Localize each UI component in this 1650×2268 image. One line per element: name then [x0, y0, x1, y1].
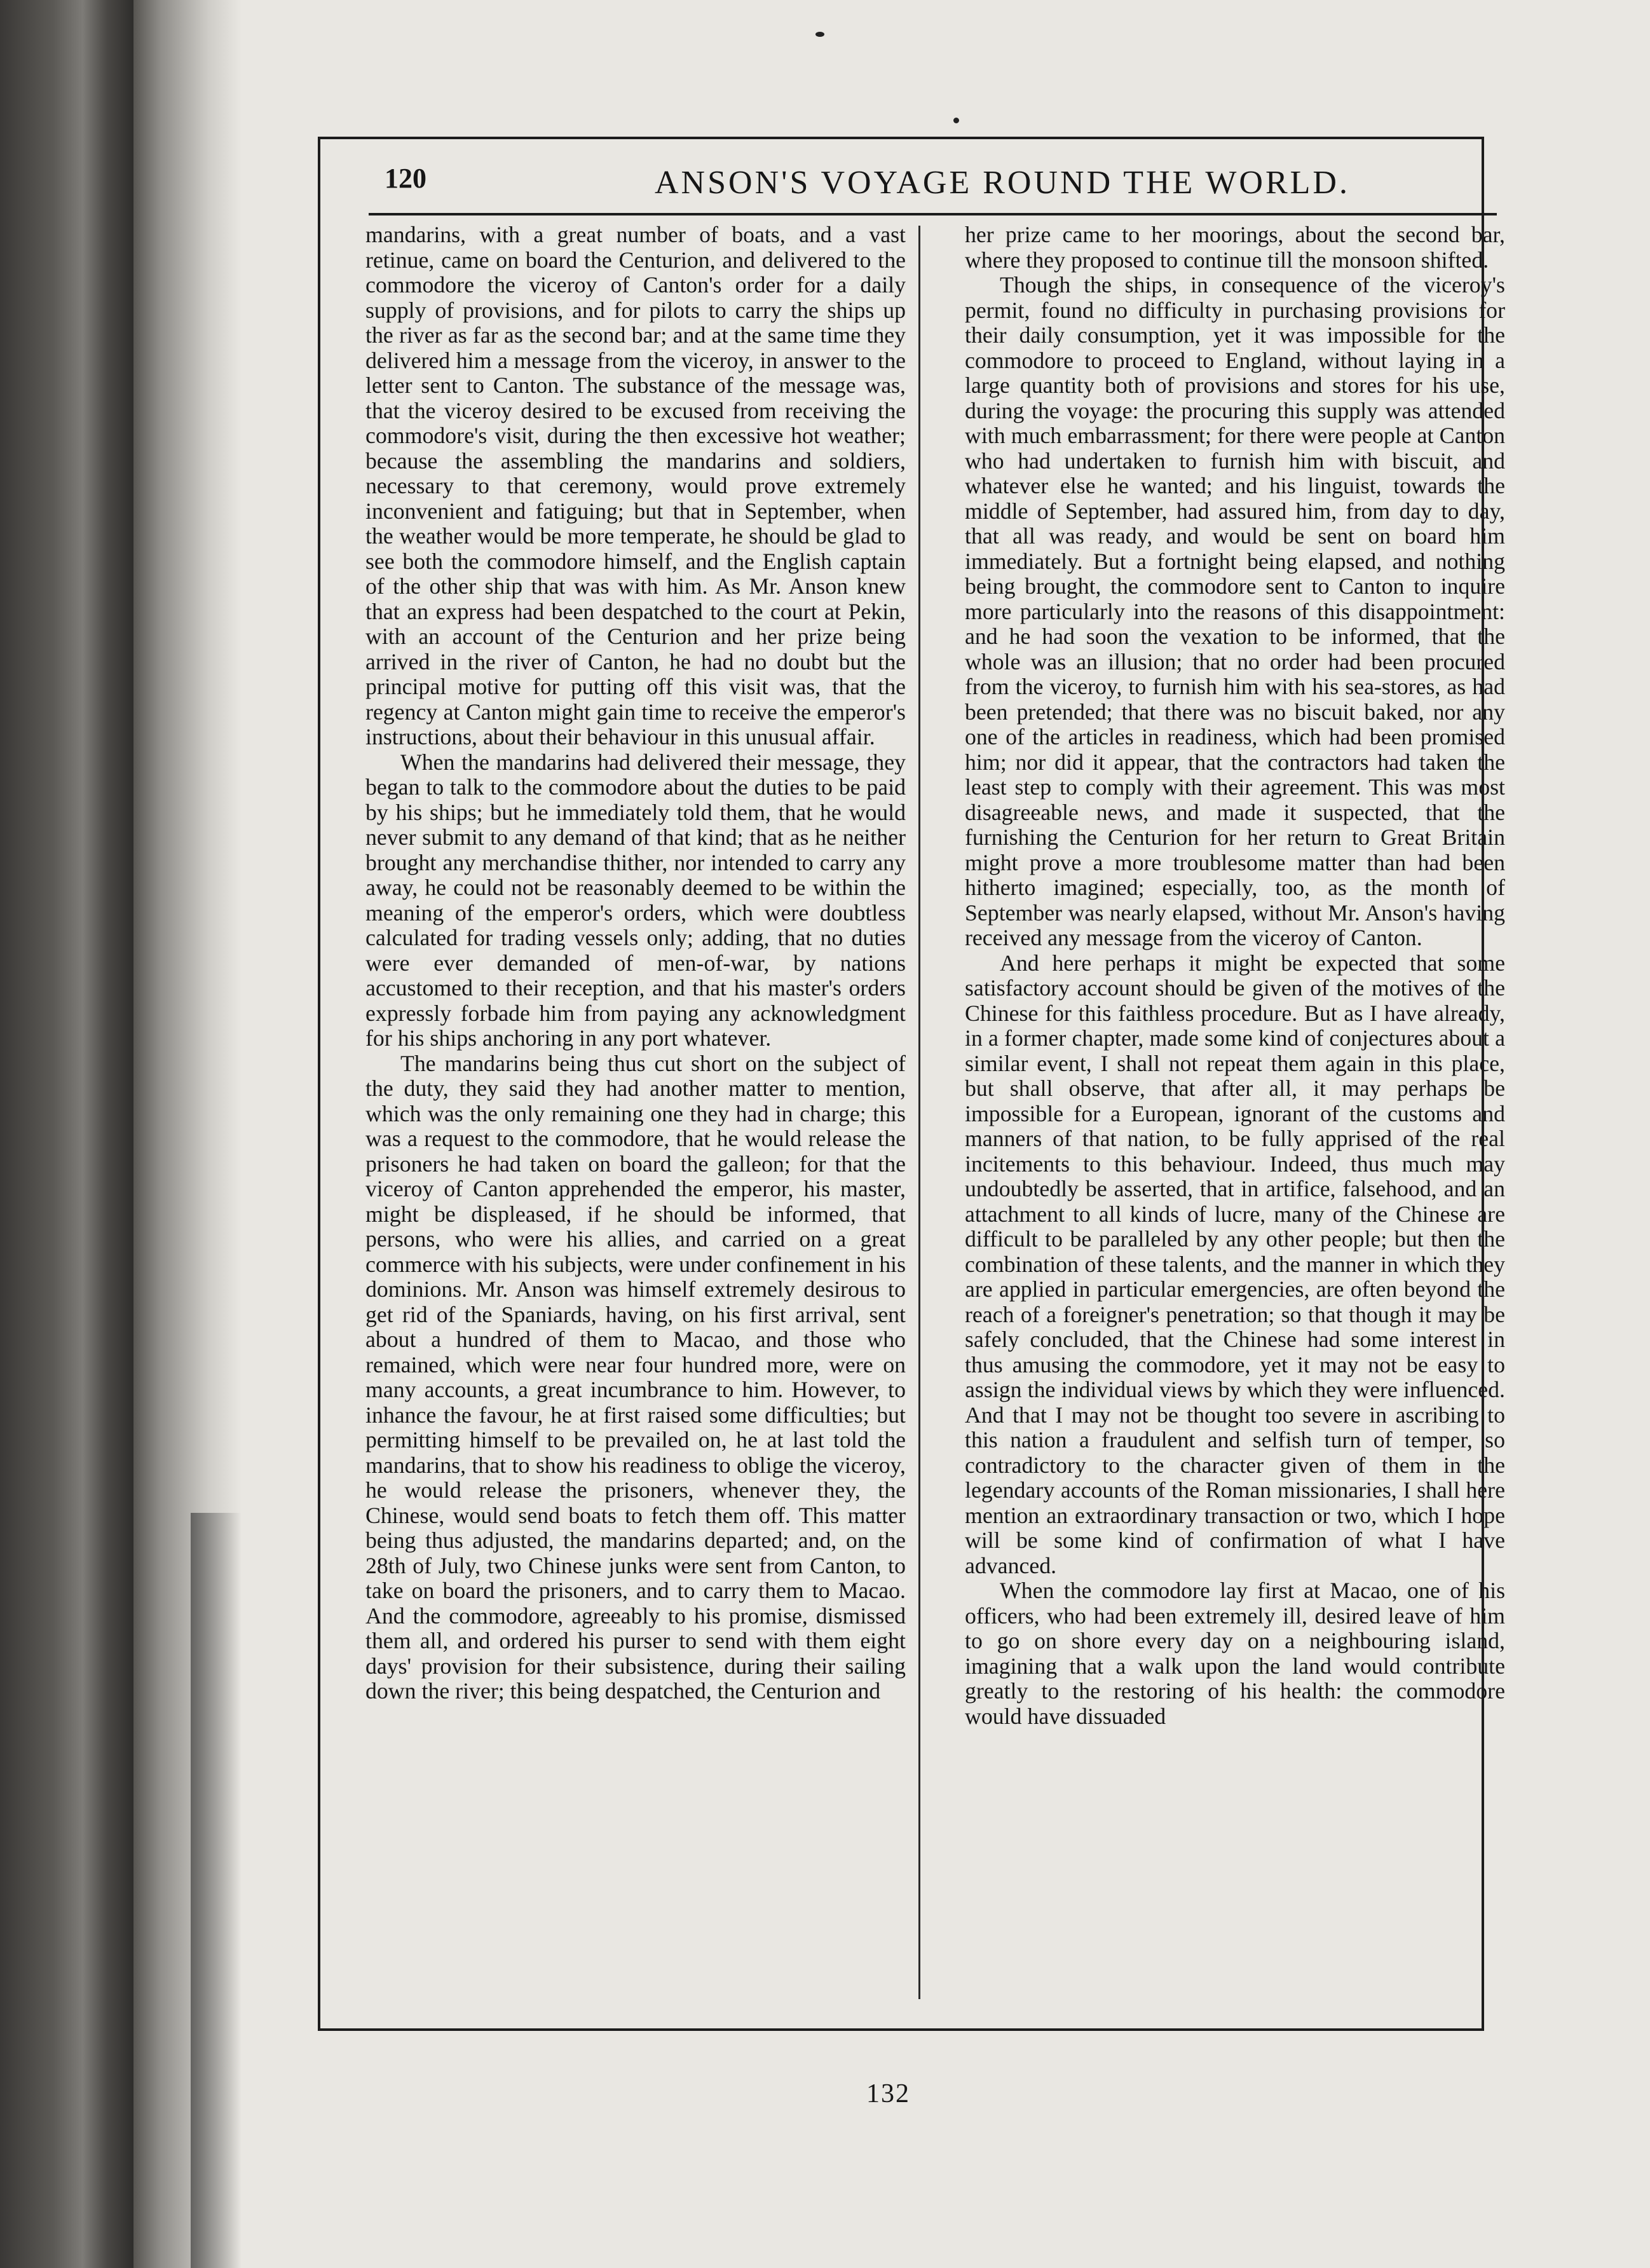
paragraph: The mandarins being thus cut short on the subject of the duty, they said they had another matter to mention, which was the only remaining one they had in charge; this was a request to the commodore, that he would release the prisoners he had taken on board the galleon; for that the viceroy of Canton apprehended the emperor, his master, might be displeased, if he should be informed, that persons, who were his allies, and carried on a great commerce with his subjects, were under confinement in his dominions. Mr. Anson was himself extremely desirous to get rid of the Spaniards, having, on his first arrival, sent about a hundred of them to Macao, and those who remained, which were near four hundred more, were on many accounts, a great incumbrance to him. However, to inhance the favour, he at first raised some difficulties; but permitting himself to be prevailed on, he at last told the mandarins, that to show his readiness to oblige the viceroy, he would release the prisoners, whenever they, the Chinese, would send boats to fetch them off. This matter being thus adjusted, the mandarins departed; and, on the 28th of July, two Chinese junks were sent from Canton, to take on board the prisoners, and to carry them to Macao. And the commodore, agreeably to his promise, dismissed them all, and ordered his purser to send with them eight days' provision for their subsistence, during their sailing down the river; this being despatched, the Centurion and [365, 1050, 906, 1704]
paragraph: mandarins, with a great number of boats, and a vast retinue, came on board the Centurion, and delivered to the commodore the viceroy of Canton's order for a daily supply of provisions, and for pilots to carry the ships up the river as far as the second bar; and at the same time they delivered him a message from the viceroy, in answer to the letter sent to Canton. The substance of the message was, that the viceroy desired to be excused from receiving the commodore's visit, during the then excessive hot weather; because the assembling the mandarins and soldiers, necessary to that ceremony, would prove extremely inconvenient and fatiguing; but that in September, when the weather would be more temperate, he should be glad to see both the commodore himself, and the English captain of the other ship that was with him. As Mr. Anson knew that an express had been despatched to the court at Pekin, with an account of the Centurion and her prize being arrived in the river of Canton, he had no doubt but the principal motive for putting off this visit was, that the regency at Canton might gain time to receive the emperor's instructions, about their behaviour in this unusual affair. [365, 222, 906, 749]
book-binding [0, 0, 133, 2268]
paragraph: her prize came to her moorings, about the second bar, where they proposed to continue till the monsoon shifted. [965, 222, 1505, 273]
ink-speck [953, 118, 959, 123]
right-column [965, 222, 1505, 2002]
paragraph: And here perhaps it might be expected that some satisfactory account should be given of the motives of the Chinese for this faithless procedure. But as I have already, in a former chapter, made some kind of conjectures about a similar event, I shall not repeat them again in this place, but shall observe, that after all, it may perhaps be impossible for a European, ignorant of the customs and manners of that nation, to be fully apprised of the real incitements to this behaviour. Indeed, thus much may undoubtedly be asserted, that in artifice, falsehood, and an attachment to all kinds of lucre, many of the Chinese are difficult to be paralleled by any other people; but then the combination of these talents, and the manner in which they are applied in particular emergencies, are often beyond the reach of a foreigner's penetration; so that though it may be safely concluded, that the Chinese had some interest in thus amusing the commodore, yet it may not be easy to assign the individual views by which they were influenced. And that I may not be thought too severe in ascribing to this nation a fraudulent and selfish turn of temper, so contradictory to the character given of them in the legendary accounts of the Roman missionaries, I shall here mention an extraordinary transaction or two, which I hope will be some kind of confirmation of what I have advanced. [965, 950, 1505, 1578]
paragraph: When the mandarins had delivered their message, they began to talk to the commodore about the duties to be paid by his ships; but he immediately told them, that he would never submit to any demand of that kind; that as he neither brought any merchandise thither, nor intended to carry any away, he could not be reasonably deemed to be within the meaning of the emperor's orders, which were doubtless calculated for trading vessels only; adding, that no duties were ever demanded of men-of-war, by nations accustomed to their reception, and that his master's orders expressly forbade him from paying any acknowledgment for his ships anchoring in any port whatever. [365, 749, 906, 1051]
paragraph: Though the ships, in consequence of the viceroy's permit, found no difficulty in purchasing provisions for their daily consumption, yet it was impossible for the commodore to proceed to England, without laying in a large quantity both of provisions and stores for his use, during the voyage: the procuring this supply was attended with much embarrassment; for there were people at Canton who had undertaken to furnish him with biscuit, and whatever else he wanted; and his linguist, towards the middle of September, had assured him, from day to day, that all was ready, and would be sent on board him immediately. But a fortnight being elapsed, and nothing being brought, the commodore sent to Canton to inquire more particularly into the reasons of this disappointment: and he had soon the vexation to be informed, that the whole was an illusion; that no order had been procured from the viceroy, to furnish him with his sea-stores, as had been pretended; that there was no biscuit baked, nor any one of the articles in readiness, which had been promised him; nor did it appear, that the contractors had taken the least step to comply with their agreement. This was most disagreeable news, and made it suspected, that the furnishing the Centurion for her return to Great Britain might prove a more troublesome matter than had been hitherto imagined; especially, too, as the month of September was nearly elapsed, without Mr. Anson's having received any message from the viceroy of Canton. [965, 272, 1505, 950]
page-edge-shadow [191, 1513, 242, 2268]
folio-number: 132 [866, 2079, 910, 2108]
paragraph: When the commodore lay first at Macao, one of his officers, who had been extremely ill, desired leave of him to go on shore every day on a neighbouring island, imagining that a walk upon the land would contribute greatly to the restoring of his health: the commodore would have dissuaded [965, 1578, 1505, 1729]
ink-speck [815, 32, 824, 37]
page-number: 120 [385, 163, 426, 194]
running-head: ANSON'S VOYAGE ROUND THE WORLD. [655, 165, 1350, 201]
left-column [365, 222, 906, 2002]
header-rule [369, 213, 1497, 215]
column-divider [918, 226, 920, 1999]
